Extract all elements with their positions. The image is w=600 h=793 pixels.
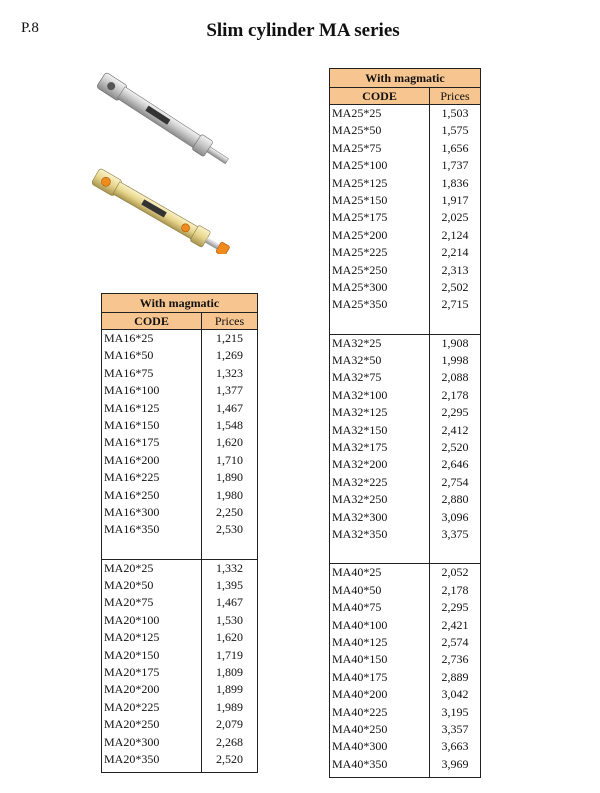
product-price: 3,969 <box>441 756 469 771</box>
table-row <box>102 751 257 768</box>
product-price: 2,178 <box>441 387 469 402</box>
group-spacer <box>102 539 257 560</box>
product-code: MA32*250 <box>330 491 430 508</box>
product-code: MA16*300 <box>102 504 202 521</box>
table-row <box>330 756 480 773</box>
table-row <box>102 664 257 681</box>
product-code: MA20*225 <box>102 699 202 716</box>
page-number: P.8 <box>21 20 39 36</box>
product-code: MA32*350 <box>330 526 430 543</box>
product-code: MA20*50 <box>102 577 202 594</box>
table-row <box>102 734 257 751</box>
product-price: 1,548 <box>216 417 243 432</box>
table-row <box>330 387 480 404</box>
product-price: 2,754 <box>441 474 469 489</box>
product-price: 2,052 <box>441 565 469 580</box>
product-price: 1,890 <box>216 470 243 485</box>
product-price: 1,980 <box>216 487 243 502</box>
table-row <box>330 209 480 226</box>
code-column-header: CODE <box>330 88 430 104</box>
product-price: 2,313 <box>441 262 469 277</box>
product-price: 2,412 <box>441 422 469 437</box>
table-row <box>102 400 257 417</box>
product-price: 1,530 <box>216 612 243 627</box>
product-code: MA16*75 <box>102 365 202 382</box>
price-column-header: Prices <box>214 314 245 328</box>
product-code: MA16*100 <box>102 382 202 399</box>
table-row <box>102 629 257 646</box>
product-price: 2,178 <box>441 582 469 597</box>
table-row <box>330 599 480 616</box>
table-body <box>102 330 257 772</box>
product-price: 2,520 <box>441 440 469 455</box>
table-row <box>330 686 480 703</box>
product-code: MA20*125 <box>102 629 202 646</box>
product-price: 2,889 <box>441 669 469 684</box>
table-row <box>330 404 480 421</box>
product-code: MA25*225 <box>330 244 430 261</box>
table-row <box>330 491 480 508</box>
product-code: MA25*75 <box>330 140 430 157</box>
product-price: 1,575 <box>441 123 469 138</box>
product-code: MA25*250 <box>330 262 430 279</box>
product-price: 2,250 <box>216 504 243 519</box>
table-row <box>330 474 480 491</box>
table-row <box>102 417 257 434</box>
product-code: MA40*50 <box>330 582 430 599</box>
product-code: MA40*125 <box>330 634 430 651</box>
product-code: MA16*250 <box>102 487 202 504</box>
product-price: 2,025 <box>441 210 469 225</box>
table-row <box>330 564 480 581</box>
table-row <box>102 469 257 486</box>
product-code: MA40*350 <box>330 756 430 773</box>
product-code: MA25*100 <box>330 157 430 174</box>
cylinder-gold <box>92 168 232 254</box>
product-code: MA20*200 <box>102 681 202 698</box>
product-code: MA32*100 <box>330 387 430 404</box>
table-row <box>330 617 480 634</box>
product-code: MA16*225 <box>102 469 202 486</box>
product-price: 2,530 <box>216 522 243 537</box>
product-price: 1,710 <box>216 452 243 467</box>
product-code: MA32*150 <box>330 422 430 439</box>
group-spacer <box>330 543 480 564</box>
product-price: 1,323 <box>216 365 243 380</box>
product-code: MA25*300 <box>330 279 430 296</box>
table-row <box>102 699 257 716</box>
column-headers <box>102 313 257 330</box>
product-price: 2,088 <box>441 370 469 385</box>
product-price: 1,332 <box>216 560 243 575</box>
product-price: 1,503 <box>441 106 469 120</box>
product-price: 1,467 <box>216 595 243 610</box>
product-code: MA20*25 <box>102 560 202 577</box>
product-price: 1,467 <box>216 400 243 415</box>
table-row <box>330 422 480 439</box>
product-code: MA32*200 <box>330 456 430 473</box>
product-price: 1,719 <box>216 647 243 662</box>
product-code: MA16*150 <box>102 417 202 434</box>
product-price: 2,502 <box>441 279 469 294</box>
product-price: 1,269 <box>216 348 243 363</box>
product-price: 2,736 <box>441 652 469 667</box>
product-code: MA20*300 <box>102 734 202 751</box>
table-row <box>330 140 480 157</box>
table-row <box>102 612 257 629</box>
product-code: MA20*100 <box>102 612 202 629</box>
price-column-header: Prices <box>440 89 470 103</box>
table-row <box>102 330 257 347</box>
product-code: MA25*150 <box>330 192 430 209</box>
table-row <box>330 369 480 386</box>
product-price: 1,809 <box>216 665 243 680</box>
table-row <box>102 452 257 469</box>
product-code: MA32*175 <box>330 439 430 456</box>
table-row <box>330 439 480 456</box>
product-code: MA20*250 <box>102 716 202 733</box>
product-code: MA32*125 <box>330 404 430 421</box>
product-price: 1,215 <box>216 331 243 345</box>
product-code: MA32*225 <box>330 474 430 491</box>
product-price: 1,836 <box>441 175 469 190</box>
cylinder-silver <box>96 72 232 169</box>
page-title: Slim cylinder MA series <box>206 20 400 41</box>
product-code: MA20*175 <box>102 664 202 681</box>
product-price: 3,195 <box>441 704 469 719</box>
product-code: MA25*125 <box>330 175 430 192</box>
table-row <box>330 244 480 261</box>
product-code: MA32*25 <box>330 335 430 352</box>
table-row <box>330 157 480 174</box>
table-row <box>330 669 480 686</box>
table-row <box>330 738 480 755</box>
product-price: 1,737 <box>441 158 469 173</box>
table-row <box>330 279 480 296</box>
table-row <box>330 192 480 209</box>
product-price: 1,917 <box>441 192 469 207</box>
table-row <box>330 296 480 313</box>
table-row <box>330 582 480 599</box>
table-row <box>102 365 257 382</box>
product-code: MA40*150 <box>330 651 430 668</box>
product-price: 2,520 <box>216 751 243 766</box>
table-row <box>330 335 480 352</box>
product-price: 2,079 <box>216 717 243 732</box>
table-row <box>330 721 480 738</box>
table-row <box>102 487 257 504</box>
product-price: 2,646 <box>441 457 469 472</box>
product-price: 1,989 <box>216 699 243 714</box>
code-column-header: CODE <box>102 313 202 329</box>
product-code: MA16*125 <box>102 400 202 417</box>
table-row <box>330 456 480 473</box>
table-row <box>102 434 257 451</box>
product-price: 1,620 <box>216 630 243 645</box>
column-headers <box>330 88 480 105</box>
product-code: MA40*75 <box>330 599 430 616</box>
table-row <box>330 105 480 122</box>
product-code: MA40*25 <box>330 564 430 581</box>
product-code: MA40*250 <box>330 721 430 738</box>
table-row <box>102 594 257 611</box>
product-code: MA25*350 <box>330 296 430 313</box>
product-code: MA40*175 <box>330 669 430 686</box>
product-code: MA25*175 <box>330 209 430 226</box>
product-code: MA25*200 <box>330 227 430 244</box>
table-row <box>330 352 480 369</box>
product-code: MA16*175 <box>102 434 202 451</box>
product-code: MA20*150 <box>102 647 202 664</box>
product-price: 1,620 <box>216 435 243 450</box>
product-code: MA25*25 <box>330 105 430 122</box>
product-code: MA40*300 <box>330 738 430 755</box>
table-row <box>102 504 257 521</box>
left-price-table <box>101 293 258 773</box>
product-price: 3,375 <box>441 526 469 541</box>
product-price: 3,042 <box>441 687 469 702</box>
product-code: MA40*100 <box>330 617 430 634</box>
right-price-table <box>329 68 481 778</box>
product-price: 2,574 <box>441 634 469 649</box>
table-row <box>330 704 480 721</box>
product-price: 1,377 <box>216 383 243 398</box>
product-price: 3,663 <box>441 739 469 754</box>
product-price: 2,295 <box>441 405 469 420</box>
table-row <box>102 681 257 698</box>
product-code: MA16*350 <box>102 521 202 538</box>
product-price: 1,656 <box>441 140 469 155</box>
table-row <box>330 122 480 139</box>
product-code: MA16*200 <box>102 452 202 469</box>
product-code: MA16*50 <box>102 347 202 364</box>
product-price: 2,268 <box>216 734 243 749</box>
product-code: MA40*225 <box>330 704 430 721</box>
product-price: 2,715 <box>441 297 469 312</box>
product-price: 2,295 <box>441 600 469 615</box>
product-code: MA32*75 <box>330 369 430 386</box>
table-row <box>102 521 257 538</box>
product-price: 2,124 <box>441 227 469 242</box>
product-price: 3,096 <box>441 509 469 524</box>
product-code: MA32*300 <box>330 509 430 526</box>
product-code: MA20*75 <box>102 594 202 611</box>
table-row <box>330 651 480 668</box>
table-row <box>330 509 480 526</box>
product-price: 3,357 <box>441 721 469 736</box>
product-price: 2,421 <box>441 617 469 632</box>
product-code: MA16*25 <box>102 330 202 347</box>
table-row <box>102 716 257 733</box>
table-row <box>102 382 257 399</box>
table-row <box>330 526 480 543</box>
product-code: MA40*200 <box>330 686 430 703</box>
product-price: 1,998 <box>441 353 469 368</box>
table-header: With magmatic <box>102 294 257 313</box>
table-row <box>102 560 257 577</box>
table-row <box>102 577 257 594</box>
product-price: 2,880 <box>441 492 469 507</box>
table-row <box>330 262 480 279</box>
table-row <box>330 634 480 651</box>
product-price: 1,899 <box>216 682 243 697</box>
table-body <box>330 105 480 777</box>
product-price: 1,908 <box>441 335 469 350</box>
cylinder-product-image <box>92 64 272 254</box>
group-spacer <box>330 314 480 335</box>
product-code: MA25*50 <box>330 122 430 139</box>
table-row <box>330 175 480 192</box>
product-code: MA32*50 <box>330 352 430 369</box>
table-row <box>330 227 480 244</box>
table-row <box>102 647 257 664</box>
table-header: With magmatic <box>330 69 480 88</box>
product-price: 1,395 <box>216 578 243 593</box>
product-price: 2,214 <box>441 245 469 260</box>
product-code: MA20*350 <box>102 751 202 768</box>
table-row <box>102 347 257 364</box>
